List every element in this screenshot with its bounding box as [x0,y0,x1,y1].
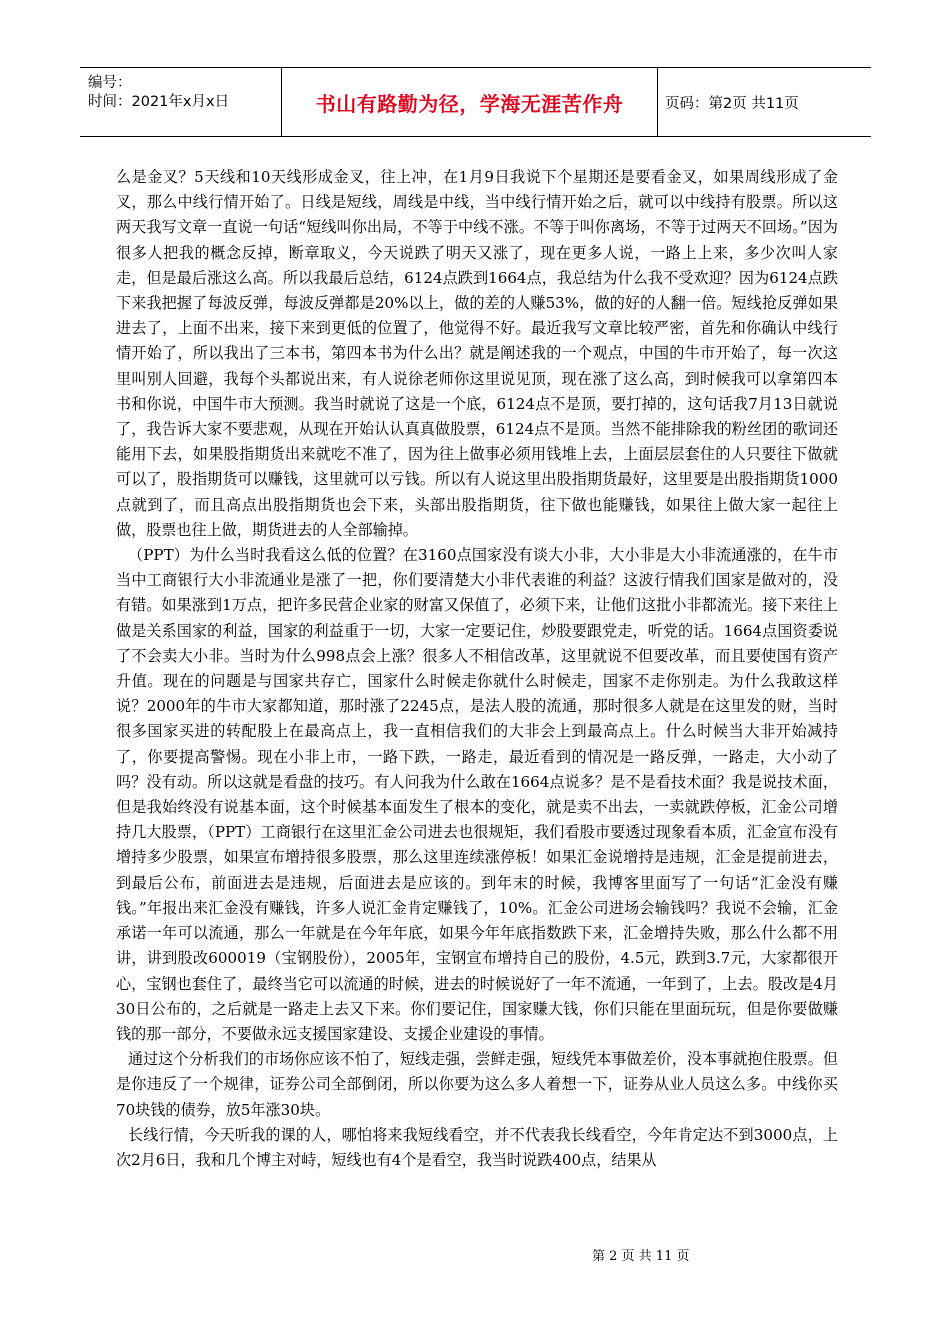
header-motto-cell [281,68,658,136]
time-label: 时间：2021年x月x日 [88,94,230,110]
header-info-cell [80,68,280,136]
document-body [116,165,838,1173]
paragraph: 长线行情，今天听我的课的人，哪怕将来我短线看空，并不代表我长线看空，今年肯定达不到3000点，上次2月6日，我和几个博主对峙，短线也有4个是看空，我当时说跌400点，结果从 [116,1125,838,1169]
header-page-cell [657,68,871,136]
paragraph: 通过这个分析我们的市场你应该不怕了，短线走强，尝鲜走强，短线凭本事做差价，没本事就抱住股票。但是你违反了一个规律，证券公司全部倒闭，所以你要为这么多人着想一下，证券从业人员这么多。中线你买70块钱的债券，放5年涨30块。 [116,1050,838,1119]
page-label: 页码：第2页 共11页 [665,95,799,112]
paragraph: 么是金叉？5天线和10天线形成金叉，往上冲，在1月9日我说下个星期还是要看金叉，如果周线形成了金叉，那么中线行情开始了。日线是短线，周线是中线，当中线行情开始之后，就可以中线持有股票。所以这两天我写文章一直说一句话“短线叫你出局，不等于中线不涨。不等于叫你离场，不等于过两天不回场。”因为很多人把我的概念反掉，断章取义，今天说跌了明天又涨了，现在更多人说，一路上上来，多少次叫人家走，但是最后涨这么高。所以我最后总结，6124点跌到1664点，我总结为什么我不受欢迎？因为6124点跌下来我把握了每波反弹，每波反弹都是20%以上，做的差的人赚53%，做的好的人翻一倍。短线抢反弹如果进去了，上面不出来，接下来到更低的位置了，他觉得不好。最近我写文章比较严密，首先和你确认中线行情开始了，所以我出了三本书，第四本书为什么出？就是阐述我的一个观点，中国的牛市开始了，每一次这里叫别人回避，我每个头都说出来，有人说徐老师你这里说见顶，现在涨了这么高，到时候我可以拿第四本书和你说，中国牛市大预测。我当时就说了这是一个底，6124点不是顶，要打掉的，这句话我7月13日就说了，我告诉大家不要悲观，从现在开始认认真真做股票，6124点不是顶。当然不能排除我的粉丝团的歌词还能用下去，如果股指期货出来就吃不准了，因为往上做事必须用钱堆上去，上面层层套住的人只要往下做就可以了，股指期货可以赚钱，这里就可以亏钱。所以有人说这里出股指期货最好，这里要是出股指期货1000点就到了，而且高点出股指期货也会下来，头部出股指期货，往下做也能赚钱，如果往上做大家一起往上做，股票也往上做，期货进去的人全部输掉。 [116,168,838,539]
page-header [80,67,871,137]
page-footer: 第 2 页 共 11 页 [592,1249,690,1264]
motto-text: 书山有路勤为径，学海无涯苦作舟 [315,91,624,116]
paragraph: （PPT）为什么当时我看这么低的位置？在3160点国家没有谈大小非，大小非是大小非流通涨的，在牛市当中工商银行大小非流通业是涨了一把，你们要清楚大小非代表谁的利益？这波行情我们国家是做对的，没有错。如果涨到1万点，把许多民营企业家的财富又保值了，必须下来，让他们这批小非都流光。接下来往上做是关系国家的利益，国家的利益重于一切，大家一定要记住，炒股要跟党走，听党的话。1664点国资委说了不会卖大小非。当时为什么998点会上涨？很多人不相信改革，这里就说不但要改革，而且要使国有资产升值。现在的问题是与国家共存亡，国家什么时候走你就什么时候走，国家不走你别走。为什么我敢这样说？2000年的牛市大家都知道，那时涨了2245点，是法人股的流通，那时很多人就是在这里发的财，当时很多国家买进的转配股上在最高点上，我一直相信我们的大非会上到最高点上。什么时候当大非开始减持了，你要提高警惕。现在小非上市，一路下跌，一路走，最近看到的情况是一路反弹，一路走，大小动了吗？没有动。所以这就是看盘的技巧。有人问我为什么敢在1664点说多？是不是看技术面？我是说技术面，但是我始终没有说基本面，这个时候基本面发生了根本的变化，就是卖不出去，一卖就跌停板，汇金公司增持几大股票，（PPT）工商银行在这里汇金公司进去也很规矩，我们看股市要透过现象看本质，汇金宣布没有增持多少股票，如果宣布增持很多股票，那么这里连续涨停板！如果汇金说增持是违规，汇金是提前进去，到最后公布，前面进去是违规，后面进去是应该的。到年末的时候，我博客里面写了一句话“汇金没有赚钱。”年报出来汇金没有赚钱，许多人说汇金肯定赚钱了，10%。汇金公司进场会输钱吗？我说不会输，汇金承诺一年可以流通，那么一年就是在今年年底，如果今年年底指数跌下来，汇金增持失败，那么什么都不用讲，讲到股改600019（宝钢股份），2005年，宝钢宣布增持自己的股份，4.5元，跌到3.7元，大家都很开心，宝钢也套住了，最终当它可以流通的时候，进去的时候说好了一年不流通，一年到了，上去。股改是4月30日公布的，之后就是一路走上去又下来。你们要记住，国家赚大钱，你们只能在里面玩玩，但是你要做赚钱的那一部分，不要做永远支援国家建设、支援企业建设的事情。 [116,546,838,1043]
number-label: 编号： [88,75,132,91]
